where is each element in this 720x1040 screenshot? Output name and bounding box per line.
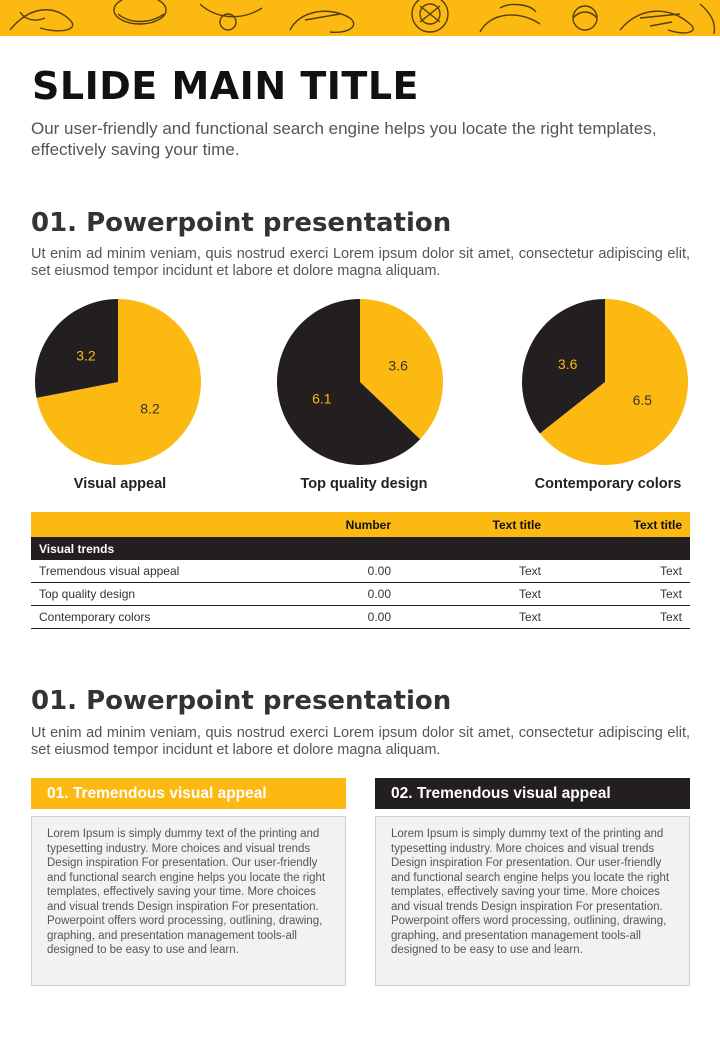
- table-cell: Text: [659, 587, 682, 601]
- table-cell: Text: [518, 610, 541, 624]
- pie-chart-contemporary-colors: [521, 298, 689, 466]
- section-2-heading: 01. Powerpoint presentation: [31, 686, 452, 716]
- table-cell: 0.00: [367, 587, 391, 601]
- box-2-title: 02. Tremendous visual appeal: [375, 778, 690, 809]
- table-header-row: [31, 512, 690, 537]
- table-cell: Tremendous visual appeal: [39, 564, 180, 578]
- pie-data-label: 6.1: [312, 390, 332, 407]
- subtitle-line-2: effectively saving your time.: [31, 140, 240, 159]
- pie-data-label: 3.6: [388, 357, 408, 374]
- table-cell: Top quality design: [39, 587, 136, 601]
- table-row: [31, 583, 690, 606]
- table-header-cell: Text title: [633, 517, 682, 532]
- pie-label-visual-appeal: Visual appeal: [73, 476, 167, 492]
- pie-chart-top-quality-design: [276, 298, 444, 466]
- slide-title: SLIDE MAIN TITLE: [32, 64, 419, 108]
- table-cell: 0.00: [367, 610, 391, 624]
- food-sketch-pattern-icon: [0, 0, 720, 36]
- pie-chart-visual-appeal: [34, 298, 202, 466]
- table-header-cell: Number: [345, 517, 391, 532]
- table-cell: Contemporary colors: [39, 610, 151, 624]
- table-cell: 0.00: [367, 564, 391, 578]
- section-1-body: Ut enim ad minim veniam, quis nostrud exerci Lorem ipsum dolor sit amet, consectetur adipiscing elit, set eiusmod tempor incidunt et labore et dolore magna aliquam.: [31, 246, 690, 279]
- table-cell: Text: [518, 564, 541, 578]
- table-group-row: Visual trends: [31, 537, 690, 560]
- table-cell: Text: [659, 610, 682, 624]
- subtitle-line-1: Our user-friendly and functional search engine helps you locate the right templates,: [31, 119, 657, 138]
- slide-subtitle: [31, 118, 671, 160]
- section-1-heading: 01. Powerpoint presentation: [31, 208, 452, 238]
- box-2-text: Lorem Ipsum is simply dummy text of the printing and typesetting industry. More choices and visual trends Design inspiration For presentation. Our user-friendly and functional search engine helps you locate the right templates, effectively saving your time. More choices and visual trends Design inspiration For presentation. Powerpoint offers word processing, outlining, drawing, graphing, and presentation management tools-all designed to be easy to use and learn.: [375, 816, 690, 986]
- pie-data-label: 3.6: [557, 355, 578, 372]
- table-row: [31, 560, 690, 583]
- decorative-banner: [0, 0, 720, 36]
- table-header-cell: Text title: [492, 517, 541, 532]
- pie-data-label: 3.2: [76, 347, 96, 364]
- section-2-body: Ut enim ad minim veniam, quis nostrud exerci Lorem ipsum dolor sit amet, consectetur adipiscing elit, set eiusmod tempor incidunt et labore et dolore magna aliquam.: [31, 725, 690, 758]
- table-cell: Text: [659, 564, 682, 578]
- table-row: [31, 606, 690, 629]
- table-cell: Text: [518, 587, 541, 601]
- pie-label-top-quality-design: Top quality design: [300, 476, 428, 492]
- pie-label-contemporary-colors: Contemporary colors: [534, 476, 682, 492]
- box-1-title: 01. Tremendous visual appeal: [31, 778, 346, 809]
- pie-data-label: 8.2: [140, 400, 160, 417]
- pie-data-label: 6.5: [632, 392, 653, 409]
- box-1-text: Lorem Ipsum is simply dummy text of the printing and typesetting industry. More choices and visual trends Design inspiration For presentation. Our user-friendly and functional search engine helps you locate the right templates, effectively saving your time. More choices and visual trends Design inspiration For presentation. Powerpoint offers word processing, outlining, drawing, graphing, and presentation management tools-all designed to be easy to use and learn.: [31, 816, 346, 986]
- visual-trends-table: [31, 512, 690, 629]
